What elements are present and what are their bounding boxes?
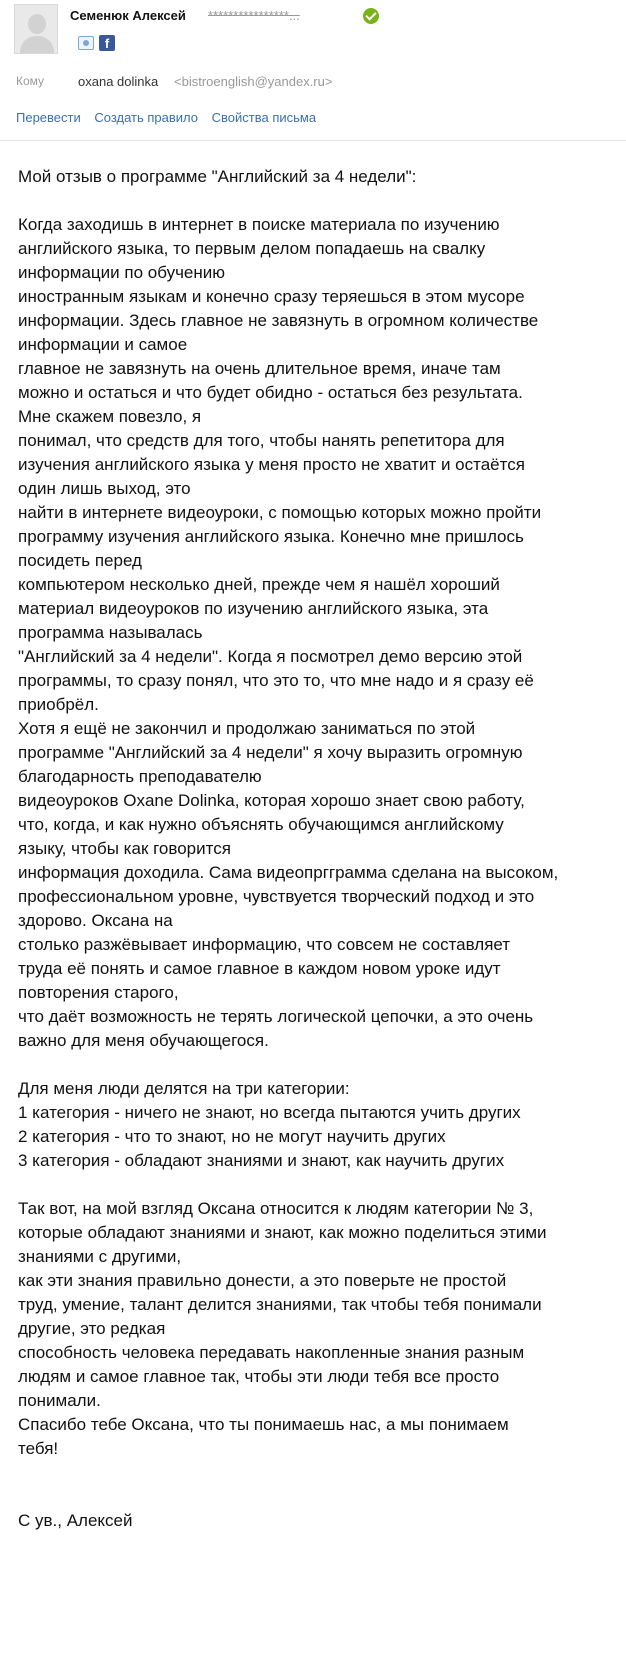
message-line: людям и самое главное так, чтобы эти люди тебя все просто: [18, 1367, 500, 1386]
message-body: [18, 165, 618, 1533]
message-line: благодарность преподавателю: [18, 767, 262, 786]
message-line: понимал, что средств для того, чтобы нанять репетитора для: [18, 431, 505, 450]
message-line: программы, то сразу понял, что это то, что мне надо и я сразу её: [18, 671, 534, 690]
paragraph-gap: [18, 1173, 618, 1197]
message-line: способность человека передавать накопленные знания разным: [18, 1343, 525, 1362]
message-actions: [16, 110, 326, 125]
message-line: видеоуроков Oxane Dolinka, которая хорошо знает свою работу,: [18, 791, 525, 810]
create-rule-link[interactable]: Создать правило: [94, 110, 199, 125]
message-line: материал видеоуроков по изучению английского языка, эта: [18, 599, 489, 618]
message-line: Для меня люди делятся на три категории:: [18, 1079, 350, 1098]
message-line: изучения английского языка у меня просто не хватит и остаётся: [18, 455, 525, 474]
message-line: главное не завязнуть на очень длительное время, иначе там: [18, 359, 501, 378]
message-header: [0, 0, 626, 89]
message-line: 1 категория - ничего не знают, но всегда пытаются учить других: [18, 1103, 521, 1122]
message-line: что, когда, и как нужно объяснять обучающимся английскому: [18, 815, 504, 834]
translate-link[interactable]: Перевести: [16, 110, 81, 125]
message-line: программе "Английский за 4 недели" я хочу выразить огромную: [18, 743, 523, 762]
avatar[interactable]: [14, 4, 58, 54]
message-line: которые обладают знаниями и знают, как можно поделиться этими: [18, 1223, 547, 1242]
message-line: приобрёл.: [18, 695, 99, 714]
message-line: что даёт возможность не терять логической цепочки, а это очень: [18, 1007, 534, 1026]
message-line: "Английский за 4 недели". Когда я посмотрел демо версию этой: [18, 647, 523, 666]
message-line: знаниями с другими,: [18, 1247, 182, 1266]
message-line: Так вот, на мой взгляд Оксана относится к людям категории № 3,: [18, 1199, 534, 1218]
message-line: информации. Здесь главное не завязнуть в огромном количестве: [18, 311, 539, 330]
message-line: один лишь выход, это: [18, 479, 191, 498]
message-line: профессиональном уровне, чувствуется творческий подход и это: [18, 887, 535, 906]
avatar-body: [20, 36, 54, 54]
message-line: английского языка, то первым делом попадаешь на свалку: [18, 239, 486, 258]
message-line: повторения старого,: [18, 983, 179, 1002]
message-line: Хотя я ещё не закончил и продолжаю заниматься по этой: [18, 719, 476, 738]
facebook-icon[interactable]: f: [99, 35, 115, 51]
message-line: труда её понять и самое главное в каждом новом уроке идут: [18, 959, 501, 978]
categories-paragraph: [18, 1077, 618, 1173]
message-line: понимали.: [18, 1391, 101, 1410]
message-line: информация доходила. Сама видеопргграмма сделана на высоком,: [18, 863, 559, 882]
verified-check-icon: [363, 8, 379, 24]
message-line: можно и остаться и что будет обидно - остаться без результата.: [18, 383, 523, 402]
message-line: программа называлась: [18, 623, 203, 642]
message-line: информации и самое: [18, 335, 188, 354]
message-line: Когда заходишь в интернет в поиске материала по изучению: [18, 215, 500, 234]
message-line: здорово. Оксана на: [18, 911, 173, 930]
message-line: языку, чтобы как говорится: [18, 839, 231, 858]
message-properties-link[interactable]: Свойства письма: [211, 110, 317, 125]
paragraph-gap: [18, 1461, 618, 1509]
message-line: важно для меня обучающегося.: [18, 1031, 269, 1050]
to-label: Кому: [16, 74, 45, 88]
message-line: иностранным языкам и конечно сразу теряешься в этом мусоре: [18, 287, 525, 306]
signature: С ув., Алексей: [18, 1511, 133, 1530]
sender-name[interactable]: Семенюк Алексей: [70, 8, 186, 23]
message-line: 3 категория - обладают знаниями и знают, как научить других: [18, 1151, 505, 1170]
message-line: компьютером несколько дней, прежде чем я нашёл хороший: [18, 575, 500, 594]
paragraph-gap: [18, 189, 618, 213]
message-line: Мне скажем повезло, я: [18, 407, 202, 426]
message-line: Спасибо тебе Оксана, что ты понимаешь нас, а мы понимаем: [18, 1415, 509, 1434]
recipient-email[interactable]: <bistroenglish@yandex.ru>: [174, 74, 333, 89]
profile-link-icon[interactable]: [78, 36, 94, 50]
message-line: посидеть перед: [18, 551, 142, 570]
message-line: как эти знания правильно донести, а это поверьте не простой: [18, 1271, 507, 1290]
closing-paragraph: [18, 1197, 618, 1461]
message-line: информации по обучению: [18, 263, 226, 282]
recipient-name[interactable]: oxana dolinka: [78, 74, 159, 89]
message-line: тебя!: [18, 1439, 59, 1458]
header-divider: [0, 140, 626, 141]
paragraph-gap: [18, 1053, 618, 1077]
sender-email[interactable]: ****************...: [208, 8, 300, 23]
message-line: найти в интернете видеоуроки, с помощью которых можно пройти: [18, 503, 542, 522]
message-line: программу изучения английского языка. Конечно мне пришлось: [18, 527, 524, 546]
message-line: столько разжёвывает информацию, что совсем не составляет: [18, 935, 511, 954]
avatar-head: [28, 14, 46, 34]
message-main-paragraph: [18, 213, 618, 1053]
message-line: другие, это редкая: [18, 1319, 166, 1338]
message-intro: Мой отзыв о программе "Английский за 4 недели":: [18, 167, 417, 186]
message-line: 2 категория - что то знают, но не могут научить других: [18, 1127, 446, 1146]
message-line: труд, умение, талант делится знаниями, так чтобы тебя понимали: [18, 1295, 542, 1314]
